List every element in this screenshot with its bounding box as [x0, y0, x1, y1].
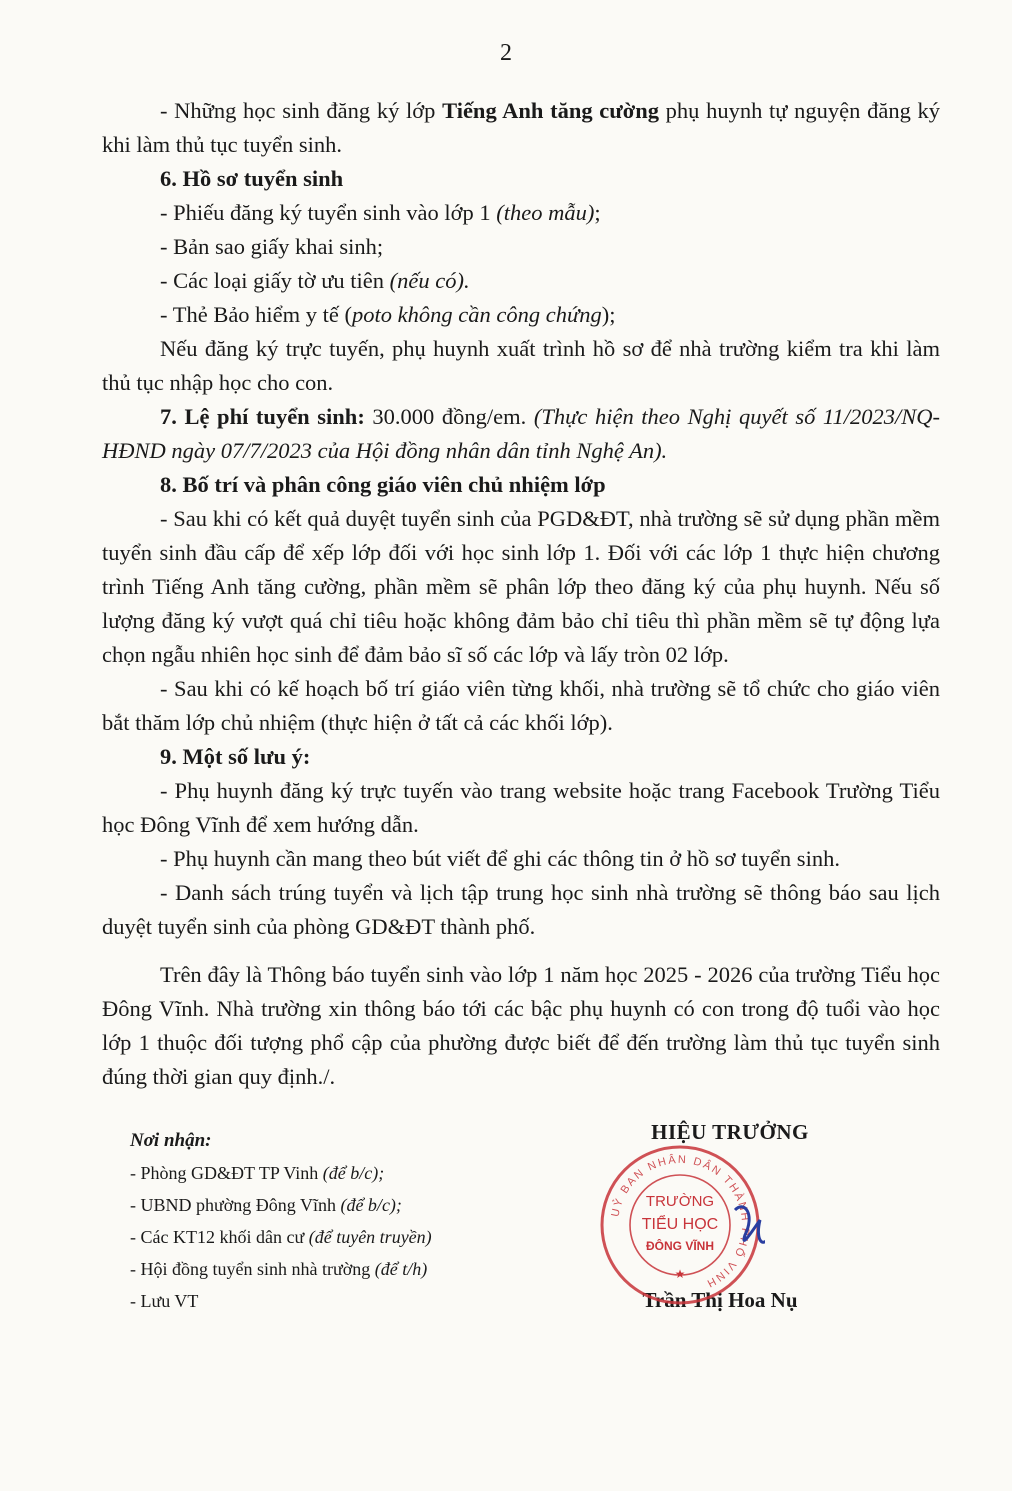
text-italic: (để t/h) — [374, 1259, 428, 1279]
text-italic: (theo mẫu) — [496, 200, 595, 225]
closing-paragraph: Trên đây là Thông báo tuyển sinh vào lớp 1 năm học 2025 - 2026 của trường Tiểu học Đông Vĩnh. Nhà trường xin thông báo tới các bậc phụ huynh có con trong độ tuổi vào học lớp 1 thuộc đối tượng phổ cập của phường được biết để đến trường làm thủ tục tuyển sinh đúng thời gian quy định./. — [102, 962, 940, 1089]
text-italic: (nếu có). — [389, 268, 470, 293]
recipient-item — [130, 1253, 432, 1285]
recipients-block — [130, 1125, 432, 1317]
list-item — [102, 264, 940, 298]
text: - UBND phường Đông Vĩnh — [130, 1195, 341, 1215]
text-bold: Tiếng Anh tăng cường — [442, 98, 659, 123]
text: - Phiếu đăng ký tuyển sinh vào lớp 1 — [160, 200, 497, 225]
text-italic: (Thực hiện theo Nghị quyết số 11/2023/NQ-HĐND ngày 07/7/2023 của Hội đồng nhân dân tỉnh Nghệ An). — [102, 404, 940, 463]
official-seal — [595, 1140, 765, 1310]
seal-line-2: TIỂU HỌC — [641, 1216, 719, 1233]
recipient-item — [130, 1157, 432, 1189]
text-italic: (để b/c); — [340, 1195, 402, 1215]
text-italic: poto không cần công chứng — [352, 302, 602, 327]
recipients-title: Nơi nhận: — [130, 1130, 212, 1151]
text: 30.000 đồng/em. — [364, 404, 534, 429]
section-7-fee — [102, 400, 940, 468]
list-item: - Bản sao giấy khai sinh; — [160, 234, 384, 259]
seal-ring-text: UỶ BAN NHÂN DÂN THÀNH PHỐ VINH — [609, 1153, 752, 1291]
paragraph: - Danh sách trúng tuyển và lịch tập trung học sinh nhà trường sẽ thông báo sau lịch duyệt tuyển sinh của phòng GD&ĐT thành phố. — [102, 880, 940, 939]
recipient-item — [130, 1221, 432, 1253]
paragraph: - Sau khi có kế hoạch bố trí giáo viên từng khối, nhà trường sẽ tổ chức cho giáo viên bắt thăm lớp chủ nhiệm (thực hiện ở tất cả các khối lớp). — [102, 676, 940, 735]
text: phụ huynh tự nguyện đăng ký khi làm thủ tục tuyển sinh. — [102, 98, 941, 157]
recipient-item: - Lưu VT — [130, 1291, 199, 1311]
section-heading-8: 8. Bố trí và phân công giáo viên chủ nhiệm lớp — [160, 472, 606, 497]
paragraph: - Phụ huynh cần mang theo bút viết để ghi các thông tin ở hồ sơ tuyển sinh. — [160, 846, 840, 871]
signer-role: HIỆU TRƯỞNG — [651, 1120, 809, 1144]
list-item — [102, 196, 940, 230]
text-italic: (để tuyên truyền) — [308, 1227, 432, 1247]
section-heading-9: 9. Một số lưu ý: — [160, 744, 311, 769]
text-italic: (để b/c); — [322, 1163, 385, 1183]
paragraph: - Sau khi có kết quả duyệt tuyển sinh của PGD&ĐT, nhà trường sẽ sử dụng phần mềm tuyển sinh đầu cấp để xếp lớp đối với học sinh lớp 1. Đối với các lớp 1 thực hiện chương trình Tiếng Anh tăng cường, phần mềm sẽ phân lớp theo đăng ký của phụ huynh. Nếu số lượng đăng ký vượt quá chỉ tiêu hoặc không đảm bảo chỉ tiêu thì phần mềm sẽ tự động lựa chọn ngẫu nhiên học sinh để đảm bảo sĩ số các lớp và lấy tròn 02 lớp. — [102, 506, 940, 667]
star-icon: ★ — [674, 1267, 686, 1281]
recipient-item — [130, 1189, 432, 1221]
seal-line-3: ĐÔNG VĨNH — [645, 1239, 715, 1253]
text: - Phòng GD&ĐT TP Vinh — [130, 1163, 323, 1183]
page-number: 2 — [500, 40, 512, 66]
section-heading-7: 7. Lệ phí tuyển sinh: — [160, 404, 365, 429]
text: - Hội đồng tuyển sinh nhà trường — [130, 1259, 375, 1279]
text: - Các loại giấy tờ ưu tiên — [160, 268, 390, 293]
paragraph: - Phụ huynh đăng ký trực tuyến vào trang website hoặc trang Facebook Trường Tiểu học Đông Vĩnh để xem hướng dẫn. — [102, 778, 940, 837]
text: - Các KT12 khối dân cư — [130, 1227, 309, 1247]
signer-name: Trần Thị Hoa Nụ — [642, 1288, 798, 1312]
section-heading-6: 6. Hồ sơ tuyển sinh — [160, 166, 344, 191]
document-body — [102, 94, 940, 1094]
seal-line-1: TRƯỜNG — [645, 1193, 715, 1210]
paragraph-english-class — [102, 94, 940, 162]
text: ); — [601, 302, 616, 327]
paragraph: Nếu đăng ký trực tuyến, phụ huynh xuất trình hồ sơ để nhà trường kiểm tra khi làm thủ tục nhập học cho con. — [102, 336, 940, 395]
text: ; — [594, 200, 601, 225]
text: - Những học sinh đăng ký lớp — [160, 98, 443, 123]
text: - Thẻ Bảo hiểm y tế ( — [160, 302, 353, 327]
list-item — [102, 298, 940, 332]
